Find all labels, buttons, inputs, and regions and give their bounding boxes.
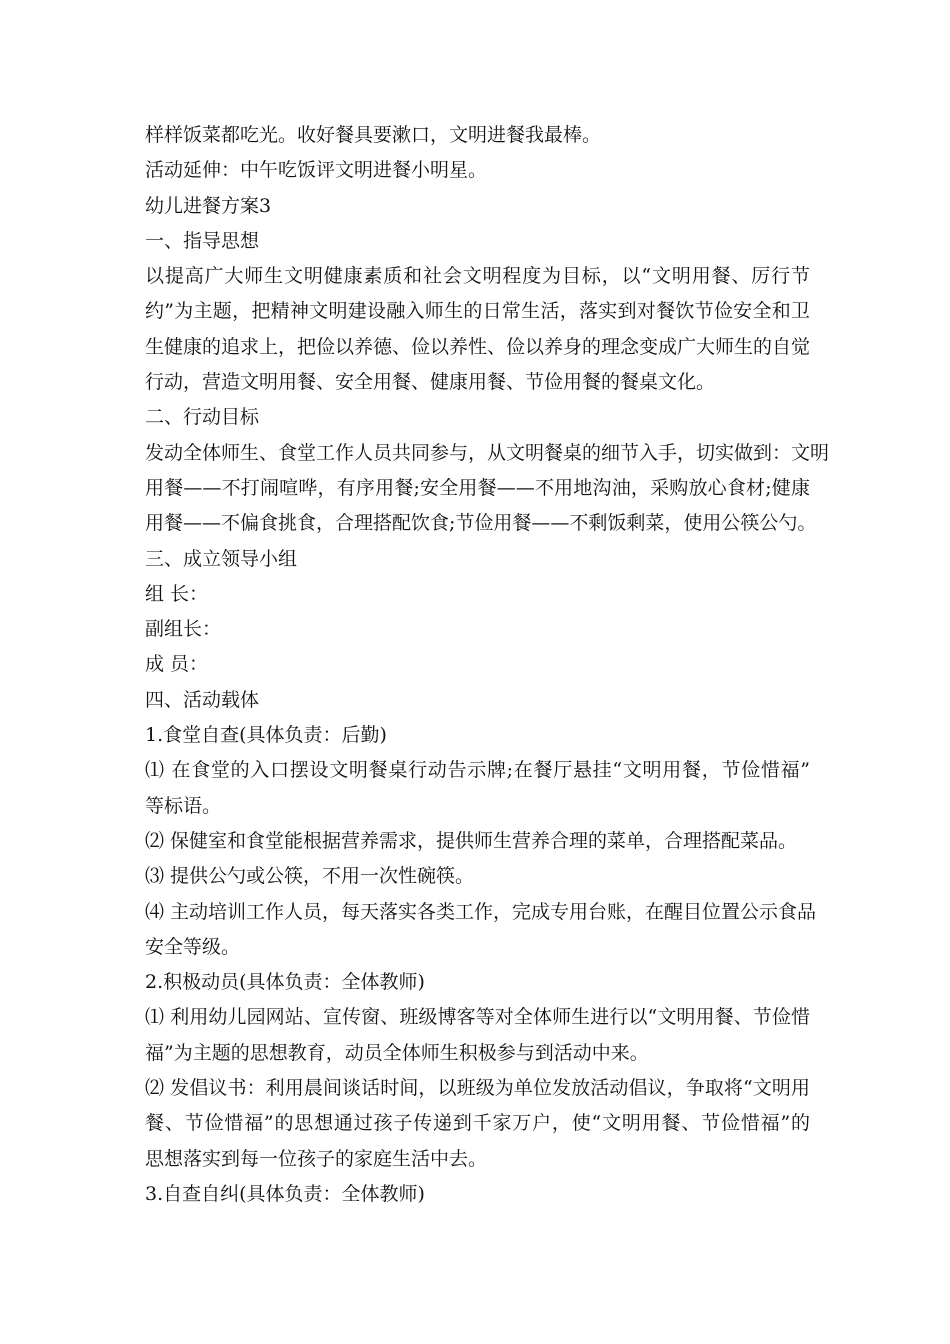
text-line: ⑶ 提供公勺或公筷，不用一次性碗筷。 [145,865,475,888]
text-line: ⑴ 在食堂的入口摆设文明餐桌行动告示牌;在餐厅悬挂“文明用餐，节俭惜福” [145,759,810,782]
text-line: 等标语。 [145,794,222,817]
text-line: 福”为主题的思想教育，动员全体师生积极参与到活动中来。 [145,1041,649,1064]
subsection-heading: 1.食堂自查(具体负责：后勤) [145,724,387,747]
text-line: 组 长： [145,582,209,605]
text-line: 以提高广大师生文明健康素质和社会文明程度为目标，以“文明用餐、厉行节 [145,265,810,288]
text-line: 安全等级。 [145,935,241,958]
text-line: 约”为主题，把精神文明建设融入师生的日常生活，落实到对餐饮节俭安全和卫 [145,300,810,323]
section-heading: 四、活动载体 [145,688,260,711]
text-line: 样样饭菜都吃光。收好餐具要漱口，文明进餐我最棒。 [145,124,602,146]
text-line: 发动全体师生、食堂工作人员共同参与，从文明餐桌的细节入手，切实做到：文明 [145,441,830,464]
section-heading: 一、指导思想 [145,229,260,252]
text-line: 餐、节俭惜福”的思想通过孩子传递到千家万户，使“文明用餐、节俭惜福”的 [145,1112,810,1135]
text-line: 副组长： [145,618,222,641]
section-heading: 三、成立领导小组 [145,547,298,570]
text-line: ⑵ 保健室和食堂能根据营养需求，提供师生营养合理的菜单，合理搭配菜品。 [145,829,798,852]
section-heading: 二、行动目标 [145,406,260,429]
subsection-heading: 3.自查自纠(具体负责：全体教师) [145,1182,425,1205]
text-line: 活动延伸：中午吃饭评文明进餐小明星。 [145,159,488,182]
section-title: 幼儿进餐方案3 [145,194,272,217]
document-body [145,118,830,1212]
text-line: 成 员： [145,653,209,676]
subsection-heading: 2.积极动员(具体负责：全体教师) [145,971,425,994]
text-line: 用餐——不偏食挑食，合理搭配饮食;节俭用餐——不剩饭剩菜，使用公筷公勺。 [145,512,817,535]
text-line: 生健康的追求上，把俭以养德、俭以养性、俭以养身的理念变成广大师生的自觉 [145,335,811,358]
text-line: 用餐——不打闹喧哗，有序用餐;安全用餐——不用地沟油，采购放心食材;健康 [145,476,810,499]
text-line: ⑴ 利用幼儿园网站、宣传窗、班级博客等对全体师生进行以“文明用餐、节俭惜 [145,1006,810,1029]
text-line: ⑷ 主动培训工作人员，每天落实各类工作，完成专用台账，在醒目位置公示食品 [145,900,817,923]
text-line: ⑵ 发倡议书：利用晨间谈话时间，以班级为单位发放活动倡议，争取将“文明用 [145,1077,810,1100]
text-line: 思想落实到每一位孩子的家庭生活中去。 [145,1147,488,1170]
text-line: 行动，营造文明用餐、安全用餐、健康用餐、节俭用餐的餐桌文化。 [145,371,716,394]
